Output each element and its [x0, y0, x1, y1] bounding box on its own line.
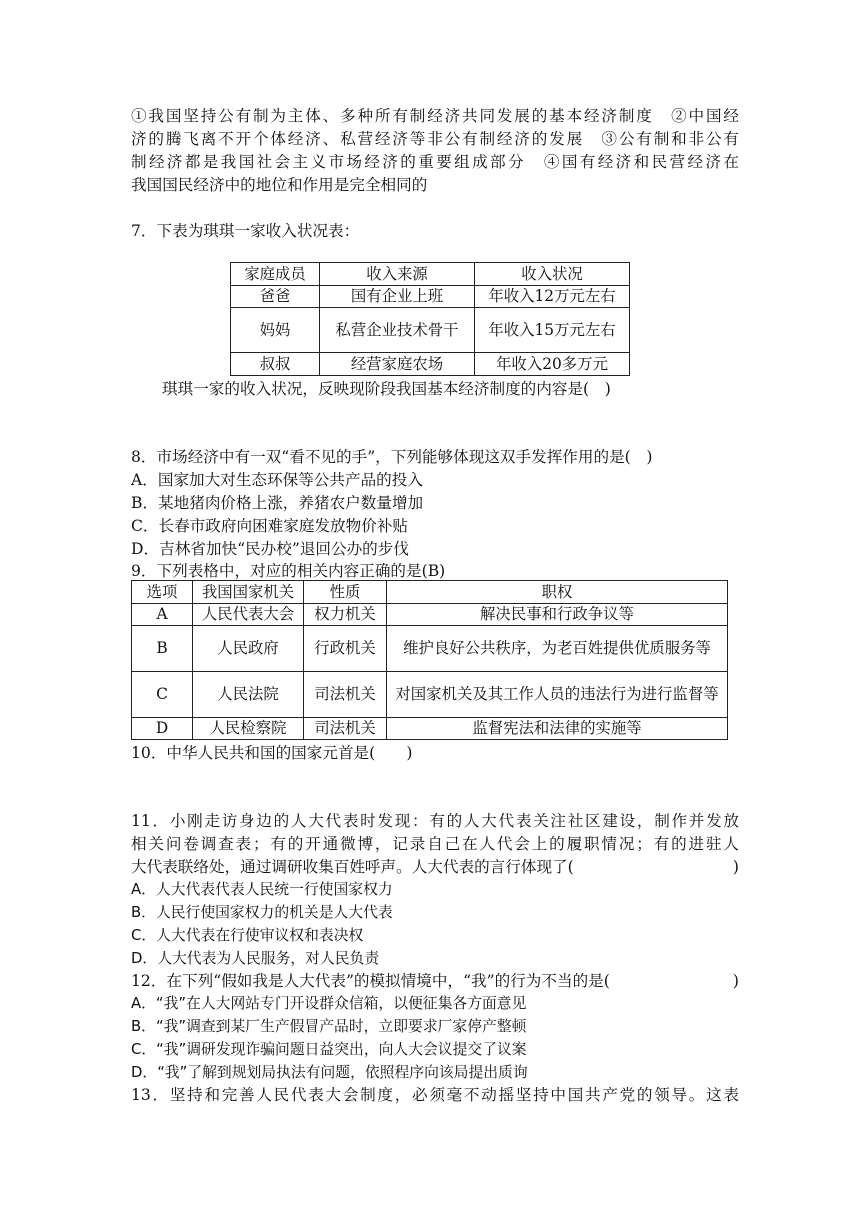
- table-cell: A: [132, 604, 193, 626]
- q7-income-table: [230, 262, 630, 376]
- table-cell: 司法机关: [304, 718, 387, 740]
- q7-question: 琪琪一家的收入状况，反映现阶段我国基本经济制度的内容是( ): [162, 380, 611, 398]
- table-header: 我国国家机关: [193, 581, 304, 604]
- table-cell: 年收入15万元左右: [475, 308, 630, 353]
- q12-stem-text: 12．在下列“假如我是人大代表”的模拟情境中，“我”的行为不当的是(: [131, 972, 610, 990]
- table-header: 收入状况: [475, 263, 630, 286]
- q11-stem-text: 大代表联络处，通过调研收集百姓呼声。人大代表的言行体现了(: [131, 858, 574, 876]
- table-cell: 爸爸: [231, 286, 320, 308]
- q12-stem-line: [131, 970, 739, 992]
- table-cell: 国有企业上班: [320, 286, 475, 308]
- table-cell: 解决民事和行政争议等: [387, 604, 728, 626]
- table-header: 性质: [304, 581, 387, 604]
- q6-statement-line: 济的腾飞离不开个体经济、私营经济等非公有制经济的发展 ③公有制和非公有: [131, 130, 739, 148]
- q11-stem-line: [131, 856, 739, 878]
- q11-answer-paren: ): [732, 858, 739, 876]
- table-cell: 经营家庭农场: [320, 353, 475, 376]
- table-cell: 人民检察院: [193, 718, 304, 740]
- table-cell: D: [132, 718, 193, 740]
- q13-stem-line: 13．坚持和完善人民代表大会制度，必须毫不动摇坚持中国共产党的领导。这表: [131, 1086, 739, 1104]
- table-cell: 妈妈: [231, 308, 320, 353]
- table-cell: B: [132, 626, 193, 672]
- q12-option-a: A．“我”在人大网站专门开设群众信箱，以便征集各方面意见: [131, 995, 527, 1012]
- q11-stem-line: 11．小刚走访身边的人大代表时发现：有的人大代表关注社区建设，制作并发放: [131, 812, 739, 830]
- table-cell: 年收入12万元左右: [475, 286, 630, 308]
- q12-answer-paren: ): [732, 972, 739, 990]
- q11-option-d: D．人大代表为人民服务，对人民负责: [131, 950, 380, 967]
- table-header: 收入来源: [320, 263, 475, 286]
- table-cell: 监督宪法和法律的实施等: [387, 718, 728, 740]
- q11-stem-line: 相关问卷调查表；有的开通微博，记录自己在人代会上的履职情况；有的进驻人: [131, 835, 739, 853]
- table-cell: 叔叔: [231, 353, 320, 376]
- table-header: 家庭成员: [231, 263, 320, 286]
- q8-option-b: B．某地猪肉价格上涨，养猪农户数量增加: [131, 494, 424, 512]
- table-header: 选项: [132, 581, 193, 604]
- table-cell: 人民代表大会: [193, 604, 304, 626]
- table-cell: 对国家机关及其工作人员的违法行为进行监督等: [387, 672, 728, 718]
- table-cell: 年收入20多万元: [475, 353, 630, 376]
- table-cell: 人民法院: [193, 672, 304, 718]
- q11-option-c: C．人大代表在行使审议权和表决权: [131, 927, 364, 944]
- table-cell: 行政机关: [304, 626, 387, 672]
- table-cell: 私营企业技术骨干: [320, 308, 475, 353]
- q8-option-c: C．长春市政府向困难家庭发放物价补贴: [131, 517, 409, 535]
- q10-stem: 10．中华人民共和国的国家元首是( ): [131, 744, 413, 762]
- q9-stem: 9．下列表格中，对应的相关内容正确的是(B): [131, 562, 446, 580]
- q8-stem: 8．市场经济中有一双“看不见的手”，下列能够体现这双手发挥作用的是( ): [131, 448, 653, 466]
- q11-option-a: A．人大代表代表人民统一行使国家权力: [131, 881, 393, 898]
- table-cell: 人民政府: [193, 626, 304, 672]
- table-cell: 权力机关: [304, 604, 387, 626]
- q9-organs-table: [131, 580, 728, 740]
- q11-option-b: B．人民行使国家权力的机关是人大代表: [131, 904, 393, 921]
- table-cell: C: [132, 672, 193, 718]
- table-cell: 司法机关: [304, 672, 387, 718]
- table-cell: 维护良好公共秩序，为老百姓提供优质服务等: [387, 626, 728, 672]
- q6-statement-line: 制经济都是我国社会主义市场经济的重要组成部分 ④国有经济和民营经济在: [131, 153, 739, 171]
- q12-option-c: C．“我”调研发现诈骗问题日益突出，向人大会议提交了议案: [131, 1041, 527, 1058]
- q8-option-d: D．吉林省加快“民办校”退回公办的步伐: [131, 540, 409, 558]
- table-header: 职权: [387, 581, 728, 604]
- q7-stem: 7．下表为琪琪一家收入状况表：: [131, 222, 360, 240]
- q6-statement-line: 我国国民经济中的地位和作用是完全相同的: [131, 176, 428, 194]
- q12-option-b: B．“我”调查到某厂生产假冒产品时，立即要求厂家停产整顿: [131, 1018, 527, 1035]
- q12-option-d: D．“我”了解到规划局执法有问题，依照程序向该局提出质询: [131, 1064, 528, 1081]
- q8-option-a: A．国家加大对生态环保等公共产品的投入: [131, 471, 423, 489]
- q6-statement-line: ①我国坚持公有制为主体、多种所有制经济共同发展的基本经济制度 ②中国经: [131, 107, 739, 125]
